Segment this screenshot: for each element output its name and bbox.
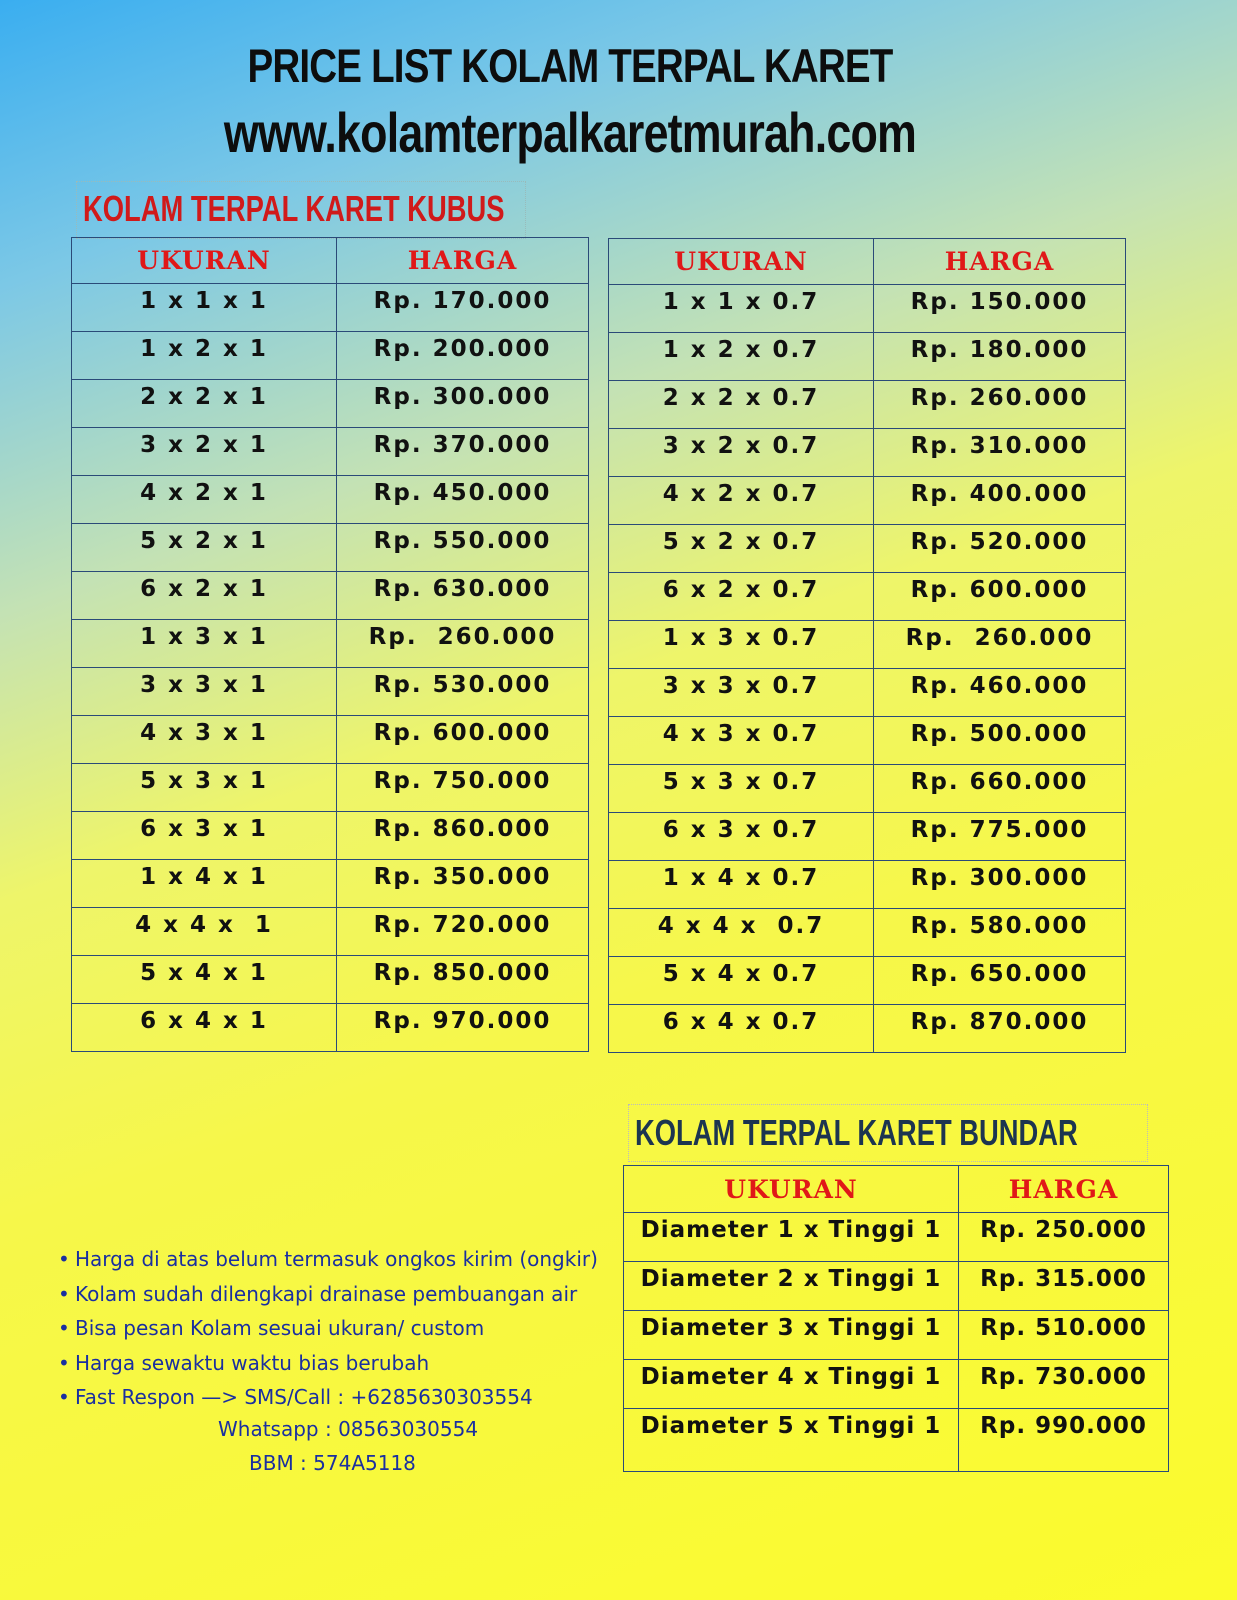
table-row <box>609 621 1126 669</box>
price-cell: Rp. 250.000 <box>959 1213 1169 1262</box>
size-cell: 1 x 1 x 1 <box>72 284 337 332</box>
table-row <box>72 1004 589 1052</box>
table-row <box>72 284 589 332</box>
size-cell: 4 x 4 x 0.7 <box>609 909 874 957</box>
note-text-fast-respon: Fast Respon —> SMS/Call : +6285630303554 <box>75 1385 533 1409</box>
size-cell: 5 x 4 x 0.7 <box>609 957 874 1005</box>
table-body <box>72 284 589 1052</box>
size-cell: 5 x 4 x 1 <box>72 956 337 1004</box>
price-cell: Rp. 170.000 <box>337 284 589 332</box>
table-row <box>609 717 1126 765</box>
table-row <box>72 668 589 716</box>
size-cell: Diameter 5 x Tinggi 1 <box>624 1409 959 1472</box>
size-cell: 1 x 4 x 1 <box>72 860 337 908</box>
table-row <box>609 285 1126 333</box>
table-row <box>609 333 1126 381</box>
table-row <box>72 860 589 908</box>
size-cell: 1 x 4 x 0.7 <box>609 861 874 909</box>
price-cell: Rp. 260.000 <box>874 621 1126 669</box>
size-cell: 6 x 2 x 1 <box>72 572 337 620</box>
table-row <box>624 1262 1169 1311</box>
size-cell: 4 x 2 x 0.7 <box>609 477 874 525</box>
price-cell: Rp. 720.000 <box>337 908 589 956</box>
contact-bbm: BBM : 574A5118 <box>249 1451 416 1475</box>
price-cell: Rp. 315.000 <box>959 1262 1169 1311</box>
table-row <box>609 477 1126 525</box>
price-cell: Rp. 600.000 <box>337 716 589 764</box>
table-row <box>609 429 1126 477</box>
note-text: Kolam sudah dilengkapi drainase pembuangan air <box>75 1281 578 1306</box>
size-cell: 4 x 3 x 1 <box>72 716 337 764</box>
contact-whatsapp: Whatsapp : 08563030554 <box>218 1417 479 1441</box>
size-cell: Diameter 2 x Tinggi 1 <box>624 1262 959 1311</box>
size-cell: 1 x 2 x 1 <box>72 332 337 380</box>
price-cell: Rp. 580.000 <box>874 909 1126 957</box>
column-header-harga: HARGA <box>959 1166 1169 1213</box>
price-cell: Rp. 200.000 <box>337 332 589 380</box>
section-title-bundar <box>628 1104 1148 1162</box>
price-cell: Rp. 300.000 <box>337 380 589 428</box>
price-cell: Rp. 260.000 <box>337 620 589 668</box>
size-cell: 6 x 3 x 1 <box>72 812 337 860</box>
page-title: PRICE LIST KOLAM TERPAL KARET <box>247 39 893 92</box>
table-row <box>72 332 589 380</box>
table-row <box>609 861 1126 909</box>
table-body <box>624 1213 1169 1472</box>
note-item <box>58 1277 598 1312</box>
table-row <box>72 716 589 764</box>
size-cell: 4 x 2 x 1 <box>72 476 337 524</box>
price-cell: Rp. 850.000 <box>337 956 589 1004</box>
note-item <box>58 1380 598 1415</box>
column-header-ukuran: UKURAN <box>609 239 874 285</box>
table-row <box>624 1360 1169 1409</box>
price-cell: Rp. 730.000 <box>959 1360 1169 1409</box>
price-cell: Rp. 300.000 <box>874 861 1126 909</box>
price-table-kubus-0-7m <box>608 238 1126 1053</box>
website-url: www.kolamterpalkaretmurah.com <box>223 101 917 164</box>
price-cell: Rp. 370.000 <box>337 428 589 476</box>
table-row <box>72 476 589 524</box>
table-row <box>624 1213 1169 1262</box>
size-cell: 2 x 2 x 1 <box>72 380 337 428</box>
table-row <box>72 956 589 1004</box>
size-cell: 1 x 1 x 0.7 <box>609 285 874 333</box>
note-item <box>58 1242 598 1277</box>
section-title-kubus-text: KOLAM TERPAL KARET KUBUS <box>83 188 505 229</box>
table-row <box>624 1311 1169 1360</box>
bullet-icon: • <box>58 1316 70 1340</box>
price-cell: Rp. 500.000 <box>874 717 1126 765</box>
size-cell: 5 x 2 x 1 <box>72 524 337 572</box>
note-text: Bisa pesan Kolam sesuai ukuran/ custom <box>75 1316 485 1340</box>
price-cell: Rp. 775.000 <box>874 813 1126 861</box>
bullet-icon: • <box>58 1247 70 1271</box>
bullet-icon: • <box>58 1281 70 1306</box>
size-cell: Diameter 3 x Tinggi 1 <box>624 1311 959 1360</box>
price-cell: Rp. 450.000 <box>337 476 589 524</box>
size-cell: 1 x 3 x 1 <box>72 620 337 668</box>
size-cell: 3 x 3 x 0.7 <box>609 669 874 717</box>
note-item <box>58 1346 598 1381</box>
size-cell: 3 x 2 x 0.7 <box>609 429 874 477</box>
price-cell: Rp. 650.000 <box>874 957 1126 1005</box>
size-cell: 2 x 2 x 0.7 <box>609 381 874 429</box>
size-cell: 5 x 3 x 0.7 <box>609 765 874 813</box>
column-header-ukuran: UKURAN <box>72 238 337 284</box>
price-cell: Rp. 660.000 <box>874 765 1126 813</box>
notes-list <box>58 1242 598 1415</box>
table-body <box>609 285 1126 1053</box>
size-cell: 1 x 2 x 0.7 <box>609 333 874 381</box>
price-cell: Rp. 870.000 <box>874 1005 1126 1053</box>
size-cell: 6 x 3 x 0.7 <box>609 813 874 861</box>
size-cell: 3 x 2 x 1 <box>72 428 337 476</box>
price-cell: Rp. 600.000 <box>874 573 1126 621</box>
price-cell: Rp. 310.000 <box>874 429 1126 477</box>
table-row <box>609 669 1126 717</box>
price-cell: Rp. 510.000 <box>959 1311 1169 1360</box>
table-row <box>72 380 589 428</box>
table-row <box>624 1409 1169 1472</box>
price-cell: Rp. 990.000 <box>959 1409 1169 1472</box>
column-header-harga: HARGA <box>874 239 1126 285</box>
table-row <box>609 573 1126 621</box>
size-cell: 5 x 2 x 0.7 <box>609 525 874 573</box>
table-row <box>72 428 589 476</box>
table-row <box>609 957 1126 1005</box>
size-cell: 4 x 4 x 1 <box>72 908 337 956</box>
note-text: Harga di atas belum termasuk ongkos kirim (ongkir) <box>75 1247 598 1271</box>
price-table-bundar <box>623 1165 1169 1472</box>
bullet-icon: • <box>58 1350 70 1375</box>
size-cell: 4 x 3 x 0.7 <box>609 717 874 765</box>
table-row <box>72 764 589 812</box>
size-cell: 6 x 4 x 0.7 <box>609 1005 874 1053</box>
price-cell: Rp. 970.000 <box>337 1004 589 1052</box>
size-cell: Diameter 1 x Tinggi 1 <box>624 1213 959 1262</box>
size-cell: 5 x 3 x 1 <box>72 764 337 812</box>
price-cell: Rp. 520.000 <box>874 525 1126 573</box>
bullet-icon: • <box>58 1385 70 1409</box>
size-cell: 6 x 2 x 0.7 <box>609 573 874 621</box>
price-table-kubus-1m <box>71 237 589 1052</box>
price-cell: Rp. 350.000 <box>337 860 589 908</box>
table-row <box>72 524 589 572</box>
table-row <box>609 909 1126 957</box>
table-row <box>609 381 1126 429</box>
table-row <box>609 1005 1126 1053</box>
column-header-ukuran: UKURAN <box>624 1166 959 1213</box>
price-cell: Rp. 530.000 <box>337 668 589 716</box>
table-row <box>609 525 1126 573</box>
table-row <box>609 765 1126 813</box>
price-cell: Rp. 150.000 <box>874 285 1126 333</box>
section-title-kubus <box>76 181 526 239</box>
size-cell: 6 x 4 x 1 <box>72 1004 337 1052</box>
price-cell: Rp. 750.000 <box>337 764 589 812</box>
price-cell: Rp. 400.000 <box>874 477 1126 525</box>
price-cell: Rp. 180.000 <box>874 333 1126 381</box>
table-row <box>72 620 589 668</box>
note-text: Harga sewaktu waktu bias berubah <box>75 1350 430 1375</box>
price-cell: Rp. 860.000 <box>337 812 589 860</box>
section-title-bundar-text: KOLAM TERPAL KARET BUNDAR <box>635 1112 1078 1153</box>
price-cell: Rp. 460.000 <box>874 669 1126 717</box>
table-row <box>72 812 589 860</box>
table-row <box>72 908 589 956</box>
table-row <box>609 813 1126 861</box>
price-cell: Rp. 260.000 <box>874 381 1126 429</box>
size-cell: 1 x 3 x 0.7 <box>609 621 874 669</box>
size-cell: Diameter 4 x Tinggi 1 <box>624 1360 959 1409</box>
price-cell: Rp. 630.000 <box>337 572 589 620</box>
note-item <box>58 1311 598 1346</box>
table-row <box>72 572 589 620</box>
price-cell: Rp. 550.000 <box>337 524 589 572</box>
size-cell: 3 x 3 x 1 <box>72 668 337 716</box>
column-header-harga: HARGA <box>337 238 589 284</box>
